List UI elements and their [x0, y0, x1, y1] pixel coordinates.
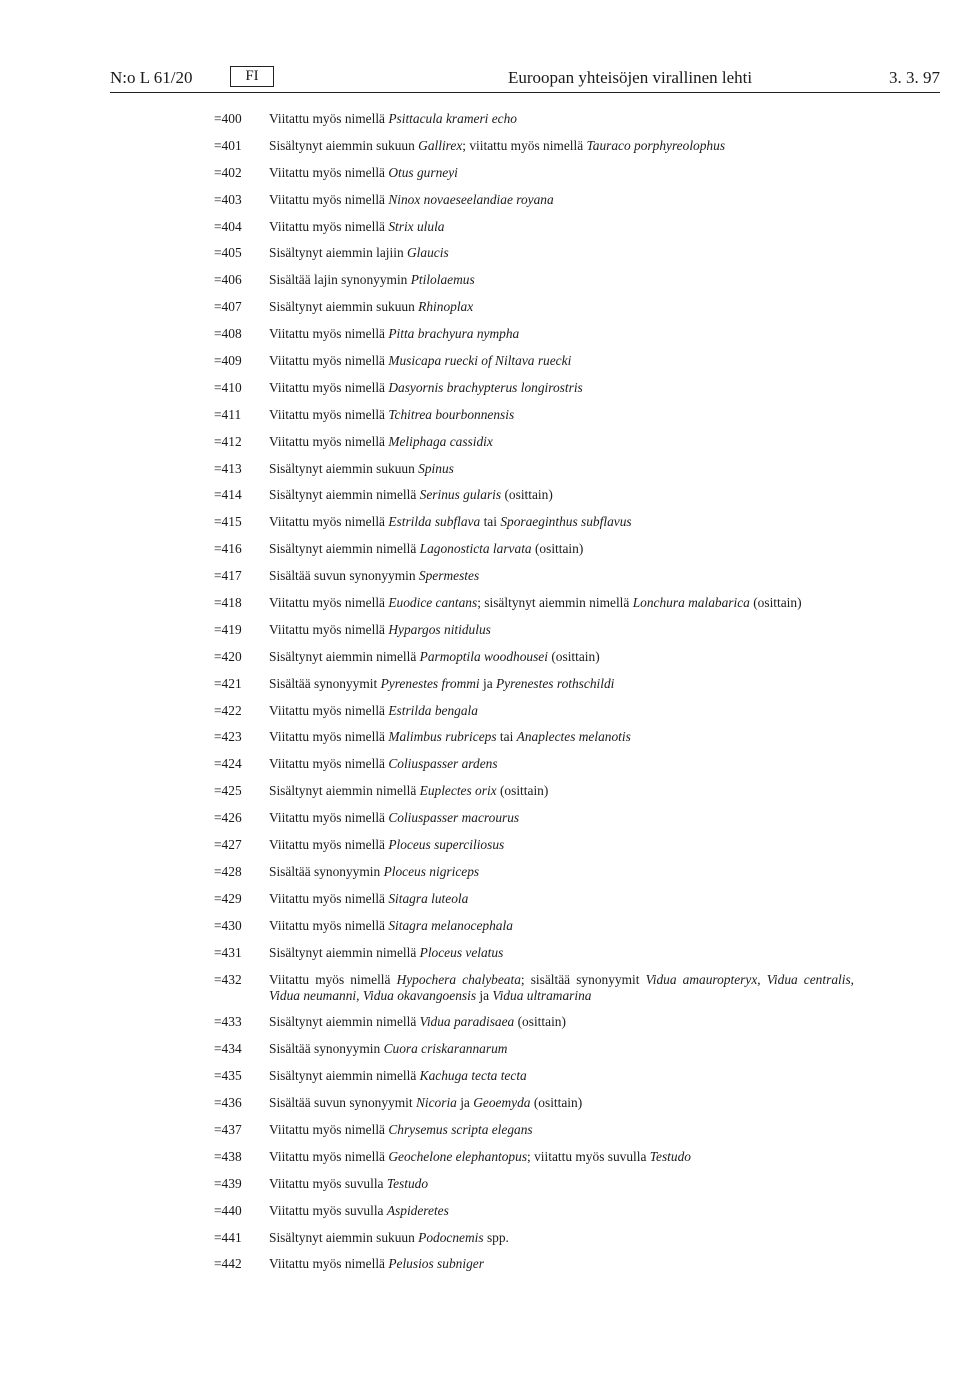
footnote-text-segment: Sisältynyt aiemmin sukuun: [269, 1229, 419, 1245]
footnote-text: [269, 918, 854, 934]
footnote-text-segment: Viitattu myös nimellä: [269, 1256, 389, 1272]
footnote-entry: [214, 1203, 854, 1219]
species-name: Geoemyda: [473, 1095, 531, 1111]
species-name: Euodice cantans: [388, 595, 478, 611]
footnote-text: [269, 837, 854, 853]
footnote-text-segment: ; sisältää synonyymit: [520, 971, 646, 987]
species-name: Otus gurneyi: [388, 164, 458, 180]
footnote-number: =439: [214, 1175, 242, 1191]
footnote-entry: [214, 245, 854, 261]
footnote-text-segment: Viitattu myös suvulla: [269, 1202, 387, 1218]
species-name: Ploceus superciliosus: [388, 837, 505, 853]
species-name: Coliuspasser macrourus: [388, 810, 520, 826]
footnote-text: [269, 972, 854, 1004]
footnote-text-segment: Sisältää suvun synonyymin: [269, 568, 419, 584]
footnote-number: =405: [214, 245, 242, 261]
footnote-text-segment: Viitattu myös nimellä: [269, 1148, 389, 1164]
footnote-entry: [214, 756, 854, 772]
footnote-entry: [214, 138, 854, 154]
species-name: Sitagra luteola: [388, 890, 469, 906]
species-name: Vidua okavangoensis: [362, 987, 477, 1003]
footnote-text-segment: Sisältynyt aiemmin nimellä: [269, 541, 420, 557]
footnote-text-segment: Sisältää synonyymin: [269, 863, 384, 879]
species-name: Testudo: [649, 1148, 691, 1164]
footnote-text: [269, 380, 854, 396]
footnote-list: [214, 111, 854, 1283]
footnote-text-segment: Sisältynyt aiemmin nimellä: [269, 783, 420, 799]
species-name: Dasyornis brachypterus longirostris: [388, 379, 583, 395]
footnote-text: [269, 353, 854, 369]
species-name: Aspideretes: [386, 1202, 449, 1218]
species-name: Kachuga tecta tecta: [419, 1068, 527, 1084]
footnote-number: =437: [214, 1121, 242, 1137]
footnote-entry: [214, 622, 854, 638]
footnote-text-segment: Viitattu myös nimellä: [269, 890, 389, 906]
footnote-entry: [214, 353, 854, 369]
species-name: Pyrenestes frommi: [380, 675, 480, 691]
footnote-entry: [214, 434, 854, 450]
footnote-text: [269, 272, 854, 288]
footnote-text-segment: (osittain): [514, 1014, 566, 1030]
footnote-text: [269, 1230, 854, 1246]
footnote-text: [269, 676, 854, 692]
footnote-entry: [214, 729, 854, 745]
footnote-text-segment: Viitattu myös nimellä: [269, 810, 389, 826]
species-name: Pyrenestes rothschildi: [496, 675, 615, 691]
species-name: Vidua neumanni: [269, 987, 357, 1003]
footnote-number: =425: [214, 783, 242, 799]
footnote-text-segment: Viitattu myös nimellä: [269, 595, 389, 611]
footnote-number: =402: [214, 164, 242, 180]
footnote-entry: [214, 514, 854, 530]
footnote-number: =415: [214, 514, 242, 530]
footnote-entry: [214, 891, 854, 907]
footnote-entry: [214, 649, 854, 665]
footnote-text-segment: Sisältää suvun synonyymit: [269, 1095, 416, 1111]
footnote-text-segment: Sisältynyt aiemmin nimellä: [269, 648, 420, 664]
footnote-number: =406: [214, 272, 242, 288]
footnote-entry: [214, 407, 854, 423]
footnote-text-segment: Viitattu myös nimellä: [269, 406, 389, 422]
footnote-text-segment: ja: [479, 675, 496, 691]
footnote-text: [269, 165, 854, 181]
footnote-text: [269, 1014, 854, 1030]
species-name: Ninox novaeseelandiae royana: [388, 191, 554, 207]
footnote-text: [269, 245, 854, 261]
footnote-text: [269, 1203, 854, 1219]
species-name: Parmoptila woodhousei: [419, 648, 548, 664]
footnote-text-segment: ; viitattu myös nimellä: [462, 137, 587, 153]
species-name: Spermestes: [418, 568, 480, 584]
footnote-number: =418: [214, 595, 242, 611]
footnote-text: [269, 864, 854, 880]
footnote-entry: [214, 676, 854, 692]
footnote-text-segment: Viitattu myös nimellä: [269, 111, 389, 126]
footnote-number: =407: [214, 299, 242, 315]
footnote-text: [269, 461, 854, 477]
footnote-text: [269, 1068, 854, 1084]
footnote-text-segment: Viitattu myös nimellä: [269, 326, 389, 342]
footnote-text-segment: Viitattu myös nimellä: [269, 756, 389, 772]
footnote-text-segment: Viitattu myös nimellä: [269, 379, 389, 395]
species-name: Lagonosticta larvata: [419, 541, 532, 557]
footnote-entry: [214, 1149, 854, 1165]
footnote-number: =436: [214, 1095, 242, 1111]
footnote-text: [269, 1256, 854, 1272]
footnote-number: =416: [214, 541, 242, 557]
footnote-text: [269, 756, 854, 772]
species-name: Vidua centralis: [766, 971, 851, 987]
footnote-entry: [214, 1014, 854, 1030]
footnote-text: [269, 1122, 854, 1138]
footnote-entry: [214, 1230, 854, 1246]
species-name: Pitta brachyura nympha: [388, 326, 520, 342]
footnote-entry: [214, 541, 854, 557]
species-name: Tchitrea bourbonnensis: [388, 406, 515, 422]
species-name: Glaucis: [407, 245, 449, 261]
footnote-number: =427: [214, 837, 242, 853]
footnote-entry: [214, 487, 854, 503]
species-name: Lonchura malabarica: [632, 595, 750, 611]
footnote-text-segment: spp.: [483, 1229, 509, 1245]
species-name: Gallirex: [418, 137, 463, 153]
footnote-number: =428: [214, 863, 242, 879]
footnote-text-segment: Viitattu myös nimellä: [269, 218, 389, 234]
footnote-number: =414: [214, 487, 242, 503]
footnote-entry: [214, 972, 854, 1004]
footnote-entry: [214, 810, 854, 826]
footnote-text-segment: ; sisältynyt aiemmin nimellä: [477, 595, 633, 611]
species-name: Anaplectes melanotis: [516, 729, 631, 745]
species-name: Nicoria: [415, 1095, 457, 1111]
footnote-text: [269, 1149, 854, 1165]
footnote-text-segment: Viitattu myös nimellä: [269, 837, 389, 853]
species-name: Vidua paradisaea: [419, 1014, 515, 1030]
footnote-text-segment: Viitattu myös nimellä: [269, 191, 389, 207]
footnote-number: =435: [214, 1068, 242, 1084]
footnote-entry: [214, 1095, 854, 1111]
footnote-text-segment: (osittain): [496, 783, 549, 799]
footnote-number: =423: [214, 729, 242, 745]
footnote-entry: [214, 1176, 854, 1192]
footnote-number: =400: [214, 111, 242, 126]
footnote-number: =412: [214, 433, 242, 449]
footnote-text: [269, 138, 854, 154]
footnote-text: [269, 219, 854, 235]
footnote-text-segment: ,: [757, 971, 767, 987]
footnote-text: [269, 541, 854, 557]
footnote-text: [269, 649, 854, 665]
footnote-text-segment: (osittain): [530, 1095, 583, 1111]
footnote-entry: [214, 837, 854, 853]
footnote-number: =421: [214, 675, 242, 691]
footnote-text-segment: Viitattu myös nimellä: [269, 353, 389, 369]
species-name: Coliuspasser ardens: [388, 756, 498, 772]
footnote-text-segment: Viitattu myös nimellä: [269, 164, 389, 180]
footnote-text: [269, 326, 854, 342]
footnote-number: =411: [214, 406, 242, 422]
footnote-number: =442: [214, 1256, 242, 1272]
footnote-number: =433: [214, 1014, 242, 1030]
footnote-entry: [214, 299, 854, 315]
footnote-text-segment: Viitattu myös nimellä: [269, 971, 397, 987]
footnote-entry: [214, 1041, 854, 1057]
footnote-text-segment: Sisältynyt aiemmin nimellä: [269, 487, 420, 503]
footnote-text-segment: Sisältynyt aiemmin nimellä: [269, 1068, 420, 1084]
footnote-entry: [214, 192, 854, 208]
footnote-number: =404: [214, 218, 242, 234]
species-name: Cuora criskarannarum: [383, 1041, 508, 1057]
species-name: Hypargos nitidulus: [388, 621, 491, 637]
species-name: Ploceus velatus: [419, 944, 504, 960]
footnote-entry: [214, 165, 854, 181]
footnote-number: =426: [214, 810, 242, 826]
footnote-text-segment: ,: [850, 971, 855, 987]
species-name: Sporaeginthus subflavus: [500, 514, 632, 530]
footnote-text: [269, 299, 854, 315]
footnote-entry: [214, 219, 854, 235]
footnote-text-segment: Sisältää lajin synonyymin: [269, 272, 411, 288]
footnote-entry: [214, 568, 854, 584]
footnote-text-segment: ja: [476, 987, 493, 1003]
footnote-text-segment: ja: [456, 1095, 474, 1111]
footnote-text-segment: Viitattu myös nimellä: [269, 1121, 389, 1137]
footnote-text-segment: (osittain): [501, 487, 553, 503]
footnote-number: =408: [214, 326, 242, 342]
species-name: Chrysemus scripta elegans: [388, 1121, 533, 1137]
species-name: Hypochera chalybeata: [396, 971, 521, 987]
footnote-entry: [214, 595, 854, 611]
footnote-text: [269, 622, 854, 638]
species-name: Meliphaga cassidix: [388, 433, 493, 449]
footnote-text: [269, 729, 854, 745]
footnote-number: =430: [214, 917, 242, 933]
footnote-text-segment: (osittain): [749, 595, 802, 611]
footnote-entry: [214, 461, 854, 477]
footnote-text: [269, 783, 854, 799]
footnote-entry: [214, 783, 854, 799]
page-header: [110, 66, 940, 93]
footnote-text: [269, 703, 854, 719]
footnote-number: =420: [214, 648, 242, 664]
footnote-text-segment: ; viitattu myös suvulla: [527, 1148, 650, 1164]
language-box: FI: [230, 66, 274, 87]
footnote-text: [269, 1041, 854, 1057]
footnote-text-segment: Sisältynyt aiemmin lajiin: [269, 245, 407, 261]
species-name: Testudo: [386, 1175, 429, 1191]
footnote-text: [269, 891, 854, 907]
footnote-entry: [214, 864, 854, 880]
footnote-number: =438: [214, 1148, 242, 1164]
species-name: Euplectes orix: [419, 783, 497, 799]
footnote-entry: [214, 918, 854, 934]
footnote-number: =409: [214, 353, 242, 369]
species-name: Spinus: [418, 460, 454, 476]
footnote-text-segment: tai: [496, 729, 517, 745]
footnote-text-segment: Sisältynyt aiemmin nimellä: [269, 1014, 420, 1030]
species-name: Strix ulula: [388, 218, 445, 234]
footnote-text: [269, 192, 854, 208]
footnote-number: =424: [214, 756, 242, 772]
species-name: Malimbus rubriceps: [388, 729, 497, 745]
footnote-entry: [214, 703, 854, 719]
footnote-entry: [214, 326, 854, 342]
species-name: Geochelone elephantopus: [388, 1148, 528, 1164]
footnote-text-segment: Viitattu myös nimellä: [269, 702, 389, 718]
footnote-text-segment: Viitattu myös suvulla: [269, 1175, 387, 1191]
footnote-number: =422: [214, 702, 242, 718]
footnote-text-segment: Sisältynyt aiemmin sukuun: [269, 460, 419, 476]
footnote-text: [269, 1095, 854, 1111]
journal-title: Euroopan yhteisöjen virallinen lehti: [508, 68, 753, 87]
footnote-text-segment: Viitattu myös nimellä: [269, 514, 389, 530]
species-name: Serinus gularis: [419, 487, 502, 503]
footnote-text-segment: Sisältää synonyymit: [269, 675, 381, 691]
footnote-entry: [214, 380, 854, 396]
species-name: Estrilda subflava: [388, 514, 481, 530]
species-name: Estrilda bengala: [388, 702, 478, 718]
footnote-number: =432: [214, 971, 242, 987]
footnote-number: =401: [214, 137, 242, 153]
species-name: Vidua amauropteryx: [645, 971, 758, 987]
footnote-text: [269, 407, 854, 423]
species-name: Pelusios subniger: [388, 1256, 484, 1272]
footnote-text-segment: Sisältynyt aiemmin nimellä: [269, 944, 420, 960]
footnote-entry: [214, 272, 854, 288]
footnote-text: [269, 945, 854, 961]
footnote-entry: [214, 1122, 854, 1138]
footnote-entry: [214, 1256, 854, 1272]
footnote-number: =431: [214, 944, 242, 960]
footnote-text: [269, 1176, 854, 1192]
footnote-text-segment: Viitattu myös nimellä: [269, 433, 389, 449]
footnote-number: =417: [214, 568, 242, 584]
footnote-text-segment: Sisältää synonyymin: [269, 1041, 384, 1057]
footnote-number: =410: [214, 379, 242, 395]
footnote-number: =429: [214, 890, 242, 906]
species-name: Sitagra melanocephala: [388, 917, 513, 933]
footnote-number: =441: [214, 1229, 242, 1245]
footnote-text-segment: (osittain): [547, 648, 600, 664]
footnote-text: [269, 568, 854, 584]
species-name: Podocnemis: [418, 1229, 484, 1245]
footnote-text: [269, 595, 854, 611]
footnote-text: [269, 514, 854, 530]
footnote-text-segment: ,: [356, 987, 363, 1003]
species-name: Psittacula krameri echo: [388, 111, 517, 126]
footnote-text-segment: Sisältynyt aiemmin sukuun: [269, 137, 419, 153]
footnote-text-segment: tai: [480, 514, 501, 530]
footnote-entry: [214, 111, 854, 127]
footnote-text: [269, 434, 854, 450]
footnote-text-segment: Viitattu myös nimellä: [269, 621, 389, 637]
footnote-text: [269, 111, 854, 127]
issue-date: 3. 3. 97: [889, 68, 940, 87]
species-name: Tauraco porphyreolophus: [586, 137, 726, 153]
footnote-text: [269, 810, 854, 826]
footnote-number: =403: [214, 191, 242, 207]
species-name: Vidua ultramarina: [492, 987, 592, 1003]
species-name: Ptilolaemus: [410, 272, 475, 288]
footnote-text-segment: Viitattu myös nimellä: [269, 729, 389, 745]
footnote-number: =413: [214, 460, 242, 476]
species-name: Musicapa ruecki of Niltava ruecki: [388, 353, 572, 369]
footnote-text-segment: Viitattu myös nimellä: [269, 917, 389, 933]
footnote-entry: [214, 945, 854, 961]
footnote-text-segment: Sisältynyt aiemmin sukuun: [269, 299, 419, 315]
footnote-number: =434: [214, 1041, 242, 1057]
journal-reference: N:o L 61/20: [110, 68, 193, 87]
footnote-entry: [214, 1068, 854, 1084]
footnote-number: =440: [214, 1202, 242, 1218]
species-name: Rhinoplax: [418, 299, 474, 315]
footnote-text: [269, 487, 854, 503]
footnote-text-segment: (osittain): [531, 541, 584, 557]
species-name: Ploceus nigriceps: [383, 863, 480, 879]
footnote-number: =419: [214, 621, 242, 637]
